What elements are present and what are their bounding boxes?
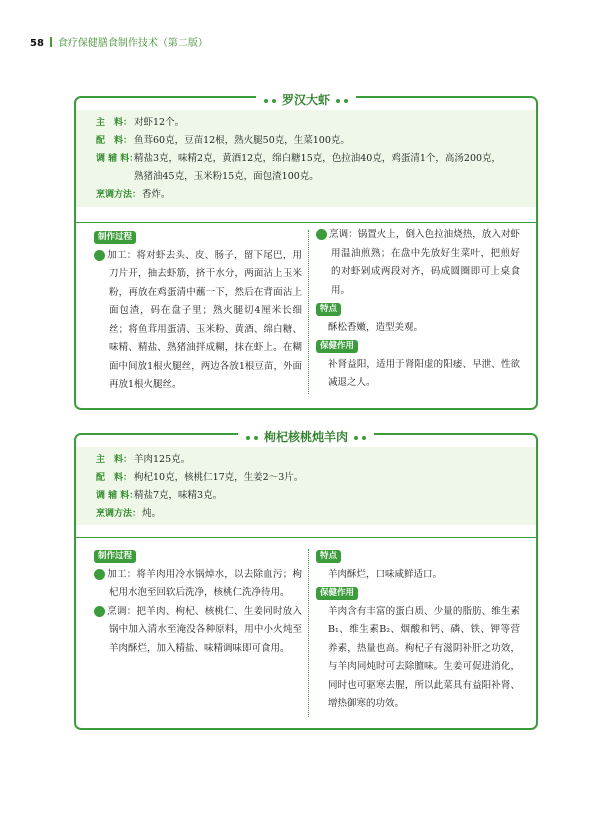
step-text: 烹调：把羊肉、枸杞、核桃仁、生姜同时放入锅中加入清水至淹没各种原料，用中小火炖至羊肉酥烂，加入精盐、味精调味即可食用。: [107, 605, 302, 654]
column-separator: [308, 230, 309, 394]
header-divider: [50, 37, 52, 47]
title-dot-icon: [264, 99, 268, 103]
ingredient-label: 配 料：: [96, 136, 133, 146]
title-dot-icon: [354, 436, 358, 440]
ingredient-label: 主 料：: [96, 118, 133, 128]
recipe-title: 罗汉大虾: [281, 93, 330, 107]
process-badge: 制作过程: [94, 550, 136, 563]
step-text: 加工：将对虾去头、皮、肠子，留下尾巴，用刀片开，抽去虾筋，挤干水分，两面沾上玉米粉，再放在鸡蛋清中蘸一下，然后在背面沾上面包渣，码在盘子里；熟火腿切4厘米长细丝；将鱼茸用蛋清、玉米粉、黄酒、绵白糖、味精、精盐、熟猪油拌成糊，抹在虾上。在糊面中间放1根火腿丝，两边各放1根豆苗，外面再放1根火腿丝。: [107, 249, 302, 390]
ingredient-value: 精盐7克，味精3克。: [134, 490, 223, 501]
ingredients-panel: [76, 447, 536, 525]
title-dot-icon: [272, 99, 276, 103]
title-dot-icon: [344, 99, 348, 103]
step-number-icon: 1: [94, 250, 105, 261]
process-column: [89, 547, 302, 658]
ingredient-label: 烹调方法：: [96, 190, 142, 200]
ingredient-row-main: [96, 114, 528, 132]
ingredient-value: 羊肉125克。: [134, 454, 191, 465]
step-number-icon: 1: [94, 569, 105, 580]
ingredient-row-seasoning-cont: [96, 168, 528, 186]
recipe-card-goji-walnut-lamb: [74, 430, 538, 730]
ingredient-row-main: [96, 451, 528, 469]
ingredient-label: 配 料：: [96, 473, 133, 483]
health-badge: 保健作用: [316, 587, 358, 600]
ingredients-panel: [76, 110, 536, 207]
ingredient-row-seasoning: [96, 150, 528, 168]
section-divider: [76, 537, 536, 538]
ingredient-label: 调 辅 料：: [96, 154, 139, 164]
health-badge: 保健作用: [316, 340, 358, 353]
title-dot-icon: [336, 99, 340, 103]
ingredient-label: 主 料：: [96, 455, 133, 465]
health-text: 补肾益阳，适用于肾阳虚的阳痿、早泄、性欲减退之人。: [328, 358, 520, 388]
ingredient-row-seasoning: [96, 487, 528, 505]
ingredient-label: 烹调方法：: [96, 509, 142, 519]
ingredient-row-side: [96, 469, 528, 487]
step-text: 烹调：锅置火上，倒入色拉油烧热，放入对虾用温油煎熟；在盘中先放好生菜叶，把煎好的对虾剁成两段对齐，码成圆圈即可上桌食用。: [329, 229, 520, 296]
feature-text: 酥松香嫩，造型美观。: [328, 321, 424, 333]
ingredient-row-side: [96, 132, 528, 150]
recipe-title: 枸杞核桃炖羊肉: [263, 430, 348, 444]
ingredient-value: 枸杞10克，核桃仁17克，生姜2～3片。: [134, 472, 304, 483]
process-badge: 制作过程: [94, 231, 136, 244]
info-column: [316, 547, 520, 714]
ingredient-value: 香炸。: [142, 189, 171, 200]
ingredient-value: 精盐3克，味精2克，黄酒12克，绵白糖15克，色拉油40克，鸡蛋清1个，高汤200克，: [134, 153, 502, 164]
ingredient-value: 鱼茸60克，豆苗12根，熟火腿50克，生菜100克。: [134, 135, 350, 146]
feature-badge: 特点: [316, 303, 341, 316]
recipe-card-luohan-shrimp: [74, 93, 538, 410]
title-dot-icon: [362, 436, 366, 440]
feature-text: 羊肉酥烂，口味咸鲜适口。: [328, 568, 443, 580]
ingredient-row-method: [96, 505, 528, 523]
title-dot-icon: [254, 436, 258, 440]
section-divider: [76, 222, 536, 223]
step-text: 加工：将羊肉用冷水锅焯水，以去除血污；枸杞用水泡至回软后洗净，核桃仁洗净待用。: [107, 568, 302, 598]
info-column: [311, 226, 520, 393]
recipe-title-bar: [76, 89, 536, 105]
step-2: [311, 226, 520, 300]
step-1: [89, 566, 302, 603]
ingredient-label: 调 辅 料：: [96, 491, 139, 501]
page-number: 58: [30, 38, 44, 49]
ingredient-value: 对虾12个。: [134, 117, 185, 128]
feature-badge: 特点: [316, 550, 341, 563]
ingredient-value: 炖。: [142, 508, 162, 519]
ingredient-row-method: [96, 186, 528, 204]
step-2: [89, 603, 302, 659]
column-separator: [308, 549, 309, 717]
step-number-icon: 2: [316, 229, 327, 240]
page-header: [30, 34, 208, 49]
step-number-icon: 2: [94, 606, 105, 617]
book-title: 食疗保健膳食制作技术（第二版）: [57, 38, 208, 49]
title-dot-icon: [246, 436, 250, 440]
recipe-title-bar: [76, 426, 536, 442]
process-column: [89, 228, 302, 395]
health-text: 羊肉含有丰富的蛋白质、少量的脂肪、维生素B₁、维生素B₂、烟酸和钙、磷、铁、钾等营养素，热量也高。枸杞子有滋阴补肝之功效，与羊肉同炖时可去除膻味。生姜可促进消化，同时也可驱寒去腥，所以此菜具有益阳补肾、增热御寒的功效。: [328, 605, 520, 709]
ingredient-value: 熟猪油45克，玉米粉15克，面包渣100克。: [134, 171, 319, 182]
step-1: [89, 247, 302, 395]
